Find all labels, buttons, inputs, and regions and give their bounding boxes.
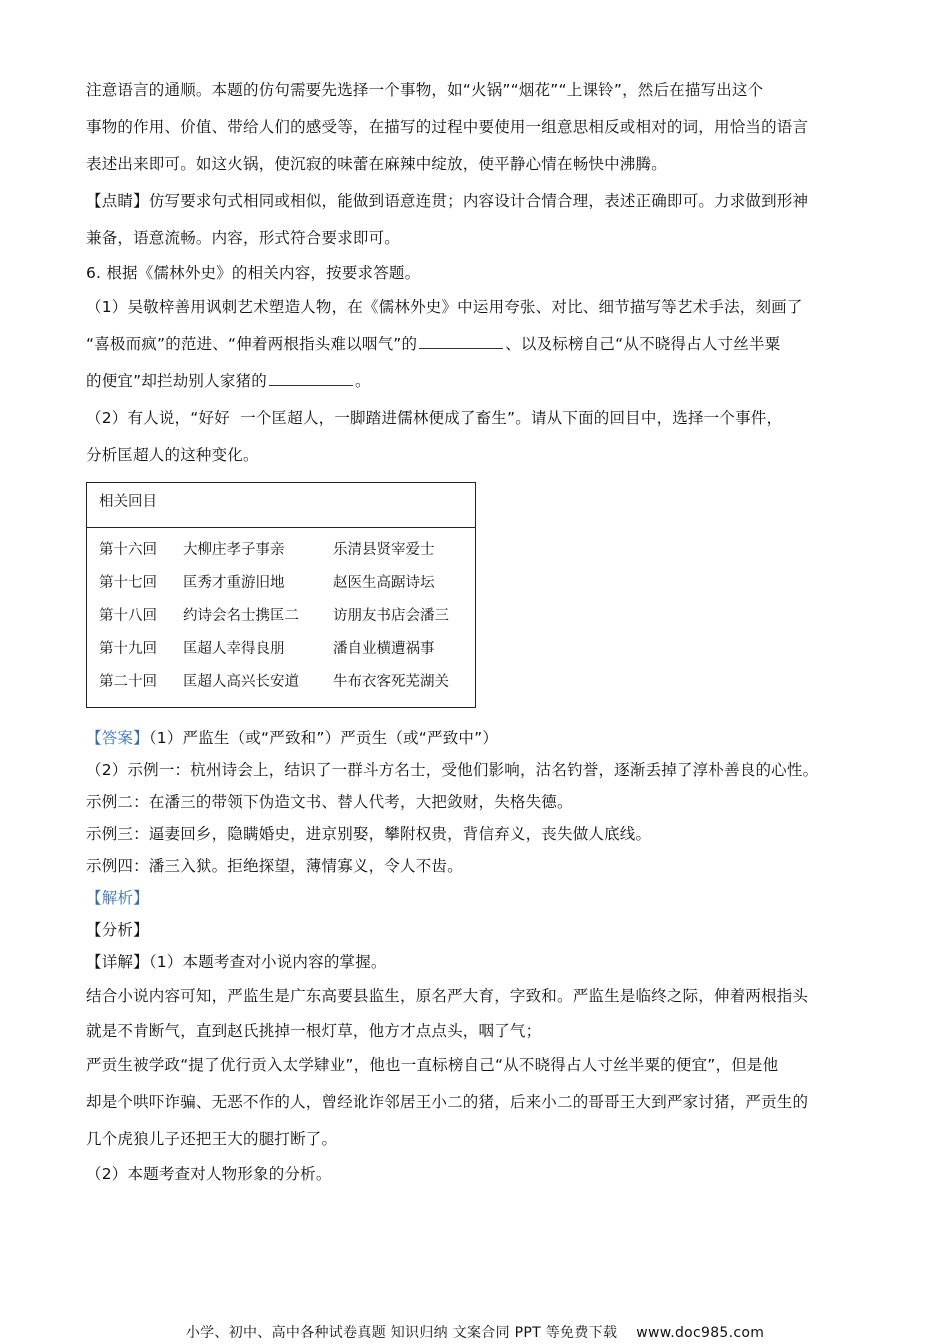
part1-text-d: 。: [354, 372, 371, 390]
chapter-title-right: 潘自业横遭祸事: [333, 641, 435, 657]
chapter-number: 第十九回: [99, 641, 157, 657]
question-part1-line3: [86, 363, 864, 400]
detail-line: [86, 946, 864, 978]
chapter-title-right: 乐清县贤宰爱士: [333, 542, 435, 558]
chapter-title-left: 大柳庄孝子事亲: [183, 542, 285, 558]
analysis-p1-line1: 结合小说内容可知，严监生是广东高要县监生，原名严大育，字致和。严监生是临终之际，伸着两根指头: [86, 987, 809, 1005]
tip-line-1: [86, 183, 864, 220]
answer-blank-1[interactable]: [419, 334, 503, 349]
tip-label: 【点睛】: [86, 192, 149, 210]
table-row: [99, 600, 475, 633]
fenxi-label: 【分析】: [86, 921, 149, 939]
answer-example-1: （2）示例一：杭州诗会上，结识了一群斗方名士，受他们影响，沽名钓誉，逐渐丢掉了淳朴善良的心性。: [86, 761, 819, 779]
answer-example-3: 示例三：逼妻回乡，隐瞒婚史，进京别娶，攀附权贵，背信弃义，丧失做人底线。: [86, 825, 652, 843]
answer-label: 【答案】: [86, 729, 149, 747]
part1-text-a: “喜极而疯”的范进、“伸着两根指头难以咽气”的: [86, 335, 418, 353]
chapter-table-body: [87, 528, 475, 707]
table-row: [99, 633, 475, 666]
analysis-p2-line3: 几个虎狼儿子还把王大的腿打断了。: [86, 1130, 338, 1148]
chapter-title-right: 牛布衣客死芜湖关: [333, 674, 449, 690]
detail-first: （1）本题考查对小说内容的掌握。: [148, 953, 387, 971]
document-page: [86, 72, 864, 1190]
question-part1-line2: [86, 326, 864, 363]
table-row: [99, 666, 475, 699]
intro-line-1: 注意语言的通顺。本题的仿句需要先选择一个事物，如“火锅”“烟花”“上课铃”，然后在描写出这个: [86, 81, 764, 99]
table-row: [99, 567, 475, 600]
analysis-p2-line2: 却是个哄吓诈骗、无恶不作的人，曾经讹诈邻居王小二的猪，后来小二的哥哥王大到严家讨猪，严贡生的: [86, 1093, 809, 1111]
analysis-p2-line1: 严贡生被学政“提了优行贡入太学肄业”，他也一直标榜自己“从不晓得占人寸丝半粟的便宜”，但是他: [86, 1056, 779, 1074]
analysis-p1-line2: 就是不肯断气，直到赵氏挑掉一根灯草，他方才点点头，咽了气；: [86, 1022, 542, 1040]
intro-line-3: 表述出来即可。如这火锅，使沉寂的味蕾在麻辣中绽放，使平静心情在畅快中沸腾。: [86, 155, 667, 173]
answer-example-2: 示例二：在潘三的带领下伪造文书、替人代考，大把敛财，失格失德。: [86, 793, 573, 811]
intro-line-2: 事物的作用、价值、带给人们的感受等，在描写的过程中要使用一组意思相反或相对的词，用恰当的语言: [86, 118, 809, 136]
chapter-title-left: 匡超人高兴长安道: [183, 674, 299, 690]
chapter-title-right: 访朋友书店会潘三: [333, 608, 449, 624]
answer-line-1: [86, 722, 864, 754]
detail-label: 【详解】: [86, 953, 149, 971]
question-part2-line1: （2）有人说，“好好 一个匡超人，一脚踏进儒林便成了畜生”。请从下面的回目中，选择一个事件，: [86, 409, 783, 427]
chapter-table: [86, 482, 476, 708]
tip-line-2: 兼备，语意流畅。内容，形式符合要求即可。: [86, 229, 401, 247]
chapter-title-left: 匡超人幸得良朋: [183, 641, 285, 657]
chapter-number: 第十六回: [99, 542, 157, 558]
chapter-number: 第十七回: [99, 575, 157, 591]
chapter-number: 第十八回: [99, 608, 157, 624]
question-title: 6. 根据《儒林外史》的相关内容，按要求答题。: [86, 264, 421, 282]
table-row: [99, 534, 475, 567]
page-footer: 小学、初中、高中各种试卷真题 知识归纳 文案合同 PPT 等免费下载 www.doc985.com: [185, 1325, 765, 1341]
answer-part1: （1）严监生（或“严致和”）严贡生（或“严致中”）: [148, 729, 499, 747]
part1-text-c: 的便宜”却拦劫别人家猪的: [86, 372, 267, 390]
chapter-title-left: 约诗会名士携匡二: [183, 608, 299, 624]
analysis-label: 【解析】: [86, 889, 149, 907]
question-part1-line1: （1）吴敬梓善用讽刺艺术塑造人物，在《儒林外史》中运用夸张、对比、细节描写等艺术手法，刻画了: [86, 298, 803, 316]
chapter-title-left: 匡秀才重游旧地: [183, 575, 285, 591]
tip-text-1: 仿写要求句式相同或相似，能做到语意连贯；内容设计合情合理，表述正确即可。力求做到形神: [148, 192, 809, 210]
chapter-table-header: 相关回目: [87, 483, 475, 528]
analysis-part2: （2）本题考查对人物形象的分析。: [86, 1165, 332, 1183]
answer-blank-2[interactable]: [269, 371, 353, 386]
chapter-number: 第二十回: [99, 674, 157, 690]
answer-example-4: 示例四：潘三入狱。拒绝探望，薄情寡义，令人不齿。: [86, 857, 463, 875]
chapter-title-right: 赵医生高踞诗坛: [333, 575, 435, 591]
part1-text-b: 、以及标榜自己“从不晓得占人寸丝半粟: [505, 335, 781, 353]
question-part2-line2: 分析匡超人的这种变化。: [86, 446, 259, 464]
